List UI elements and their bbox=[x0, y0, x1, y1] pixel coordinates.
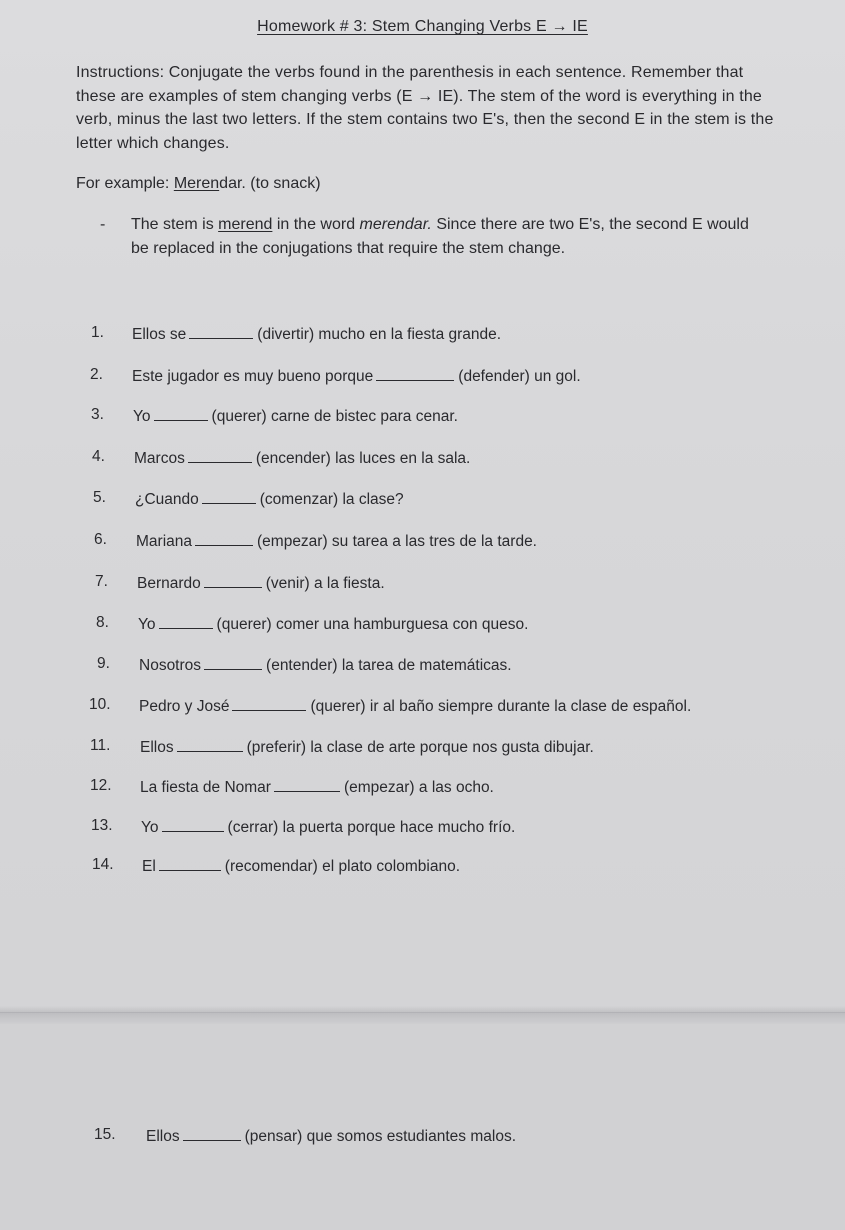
item-number: 8. bbox=[96, 614, 109, 631]
item-sentence bbox=[132, 366, 581, 386]
item-after: (cerrar) la puerta porque hace mucho frío. bbox=[227, 819, 516, 836]
bullet-word: merendar. bbox=[359, 216, 432, 233]
item-sentence bbox=[139, 655, 512, 675]
item-sentence bbox=[132, 324, 501, 344]
item-number: 15. bbox=[94, 1126, 116, 1143]
item-before: La fiesta de Nomar bbox=[140, 779, 271, 796]
item-after: (recomendar) el plato colombiano. bbox=[224, 858, 460, 875]
item-before: Este jugador es muy bueno porque bbox=[132, 368, 374, 385]
page-fold-line bbox=[0, 1012, 845, 1013]
item-number: 6. bbox=[94, 531, 107, 548]
page-fold-shadow bbox=[0, 1006, 845, 1024]
bullet-part3: Since there are two E's, the second E would be replaced in the conjugations that require the stem change. bbox=[131, 216, 749, 257]
item-before: ¿Cuando bbox=[135, 491, 199, 508]
item-after: (querer) ir al baño siempre durante la clase de español. bbox=[310, 698, 692, 715]
item-before: Bernardo bbox=[137, 575, 201, 592]
answer-blank[interactable] bbox=[162, 817, 224, 832]
item-before: Yo bbox=[141, 819, 159, 836]
bullet-part2: in the word bbox=[272, 216, 360, 233]
item-sentence bbox=[139, 696, 691, 716]
item-before: Marcos bbox=[134, 450, 185, 467]
lower-page-region bbox=[0, 1020, 845, 1230]
item-after: (empezar) su tarea a las tres de la tarde. bbox=[257, 533, 537, 550]
item-after: (querer) comer una hamburguesa con queso. bbox=[216, 616, 529, 633]
item-sentence bbox=[140, 777, 494, 797]
item-sentence bbox=[138, 614, 528, 634]
item-before: Nosotros bbox=[139, 657, 202, 674]
item-after: (entender) la tarea de matemáticas. bbox=[266, 657, 512, 674]
item-before: Mariana bbox=[136, 533, 192, 550]
item-after: (querer) carne de bistec para cenar. bbox=[211, 408, 458, 425]
item-number: 7. bbox=[95, 573, 108, 590]
item-after: (preferir) la clase de arte porque nos gusta dibujar. bbox=[246, 739, 594, 756]
example-word-stem: Meren bbox=[173, 175, 220, 192]
answer-blank[interactable] bbox=[188, 448, 252, 463]
item-after: (comenzar) la clase? bbox=[259, 491, 404, 508]
item-after: (encender) las luces en la sala. bbox=[255, 450, 471, 467]
item-sentence bbox=[137, 573, 385, 593]
item-after: (pensar) que somos estudiantes malos. bbox=[244, 1128, 516, 1145]
item-sentence bbox=[142, 856, 460, 876]
item-before: Yo bbox=[133, 408, 151, 425]
item-number: 11. bbox=[90, 737, 111, 754]
item-before: Ellos se bbox=[132, 326, 187, 343]
answer-blank[interactable] bbox=[204, 573, 262, 588]
item-before: El bbox=[142, 858, 156, 875]
item-number: 10. bbox=[89, 696, 111, 713]
answer-blank[interactable] bbox=[154, 406, 208, 421]
item-before: Ellos bbox=[146, 1128, 180, 1145]
answer-blank[interactable] bbox=[274, 777, 340, 792]
item-sentence bbox=[140, 737, 594, 757]
item-number: 2. bbox=[90, 366, 103, 383]
title-text: Homework # 3: Stem Changing Verbs E → IE bbox=[257, 18, 588, 35]
answer-blank[interactable] bbox=[183, 1126, 241, 1141]
item-after: (empezar) a las ocho. bbox=[343, 779, 494, 796]
example-bullet bbox=[100, 213, 750, 261]
item-sentence bbox=[133, 406, 458, 426]
example-word-rest: dar. bbox=[219, 175, 246, 192]
item-sentence bbox=[135, 489, 404, 509]
item-sentence bbox=[134, 448, 470, 468]
answer-blank[interactable] bbox=[159, 856, 221, 871]
item-sentence bbox=[141, 817, 515, 837]
item-after: (defender) un gol. bbox=[458, 368, 581, 385]
instructions-paragraph: Instructions: Conjugate the verbs found in the parenthesis in each sentence. Remember that these are examples of stem changing verbs (E → IE). The stem of the word is everything in the verb, minus the last two letters. If the stem contains two E's, then the second E in the stem is the letter which changes. bbox=[76, 64, 774, 152]
answer-blank[interactable] bbox=[202, 489, 256, 504]
item-number: 12. bbox=[90, 777, 112, 794]
item-after: (venir) a la fiesta. bbox=[265, 575, 385, 592]
page-title bbox=[0, 18, 845, 36]
bullet-text bbox=[131, 213, 750, 261]
answer-blank[interactable] bbox=[232, 696, 306, 711]
answer-blank[interactable] bbox=[177, 737, 243, 752]
item-number: 13. bbox=[91, 817, 113, 834]
item-number: 4. bbox=[92, 448, 105, 465]
example-line bbox=[76, 175, 321, 193]
bullet-stem: merend bbox=[218, 216, 273, 233]
item-before: Yo bbox=[138, 616, 156, 633]
item-before: Ellos bbox=[140, 739, 174, 756]
answer-blank[interactable] bbox=[189, 324, 253, 339]
answer-blank[interactable] bbox=[195, 531, 253, 546]
item-number: 14. bbox=[92, 856, 114, 873]
bullet-dash: - bbox=[100, 216, 106, 233]
item-number: 5. bbox=[93, 489, 106, 506]
item-number: 9. bbox=[97, 655, 110, 672]
item-number: 1. bbox=[91, 324, 104, 341]
item-before: Pedro y José bbox=[139, 698, 230, 715]
item-number: 3. bbox=[91, 406, 104, 423]
bullet-part1: The stem is bbox=[131, 216, 219, 233]
answer-blank[interactable] bbox=[376, 366, 454, 381]
answer-blank[interactable] bbox=[159, 614, 213, 629]
example-gloss: (to snack) bbox=[245, 175, 321, 192]
answer-blank[interactable] bbox=[204, 655, 262, 670]
example-prefix: For example: bbox=[76, 175, 174, 192]
item-sentence bbox=[136, 531, 537, 551]
item-after: (divertir) mucho en la fiesta grande. bbox=[257, 326, 502, 343]
item-sentence bbox=[146, 1126, 516, 1146]
